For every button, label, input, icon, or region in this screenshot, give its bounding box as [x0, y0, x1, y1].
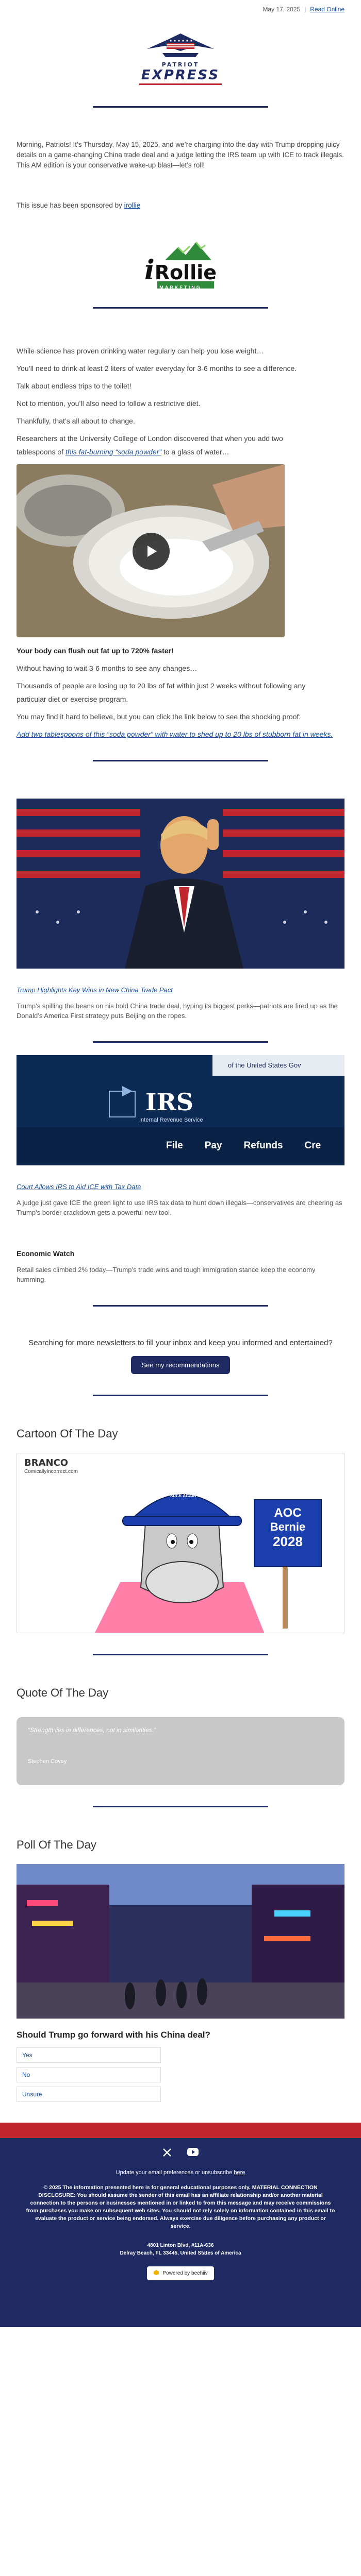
powered-by-text: Powered by beehiiv: [162, 2270, 208, 2276]
poll-title: Poll Of The Day: [17, 1838, 96, 1851]
section-divider: [93, 1305, 268, 1307]
address-line: 4801 Linton Blvd, #11A-636: [147, 2243, 214, 2248]
quote-text: “Strength lies in differences, not in similarities.”: [28, 1726, 156, 1734]
story-section: [0, 799, 361, 1021]
irollie-tagline: MARKETING: [159, 284, 202, 290]
cartoon-site: ComicallyIncorrect.com: [24, 1469, 78, 1475]
social-links: [0, 2147, 361, 2160]
city-street-photo: [17, 1864, 344, 2019]
sponsor-logo[interactable]: [17, 219, 344, 302]
soda-powder-link[interactable]: this fat-burning “soda powder”: [65, 448, 161, 456]
see-recommendations-button[interactable]: See my recommendations: [131, 1356, 229, 1374]
irs-sign-sub: Internal Revenue Service: [139, 1117, 203, 1123]
section-divider: [93, 1041, 268, 1043]
section-divider: [93, 1806, 268, 1807]
address-line: Delray Beach, FL 33445, United States of America: [120, 2250, 241, 2256]
cartoon-signature: BRANCO: [24, 1458, 69, 1468]
irs-story-image[interactable]: [17, 1055, 344, 1165]
section-divider: [93, 1395, 268, 1396]
footer: [0, 2138, 361, 2327]
mailing-address: [0, 2242, 361, 2257]
read-online-link[interactable]: Read Online: [310, 6, 344, 13]
issue-date: May 17, 2025: [262, 6, 301, 13]
story-text: A judge just gave ICE the green light to use IRS tax data to hunt down illegals—conservatives are cheering as Trump’s border crackdown gets a powerful new tool.: [17, 1199, 342, 1216]
ad-text: tablespoons of: [17, 448, 64, 456]
irs-sign-top: of the United States Gov: [228, 1061, 301, 1069]
sign-line: Bernie: [270, 1520, 306, 1533]
brand-big-word: EXPRESS: [141, 67, 220, 83]
brand-small-word: PATRIOT: [161, 61, 200, 68]
brand-underline: [139, 83, 222, 85]
sign-line: 2028: [273, 1534, 303, 1549]
poll-section: [0, 1838, 361, 2102]
ad-cta-link[interactable]: Add two tablespoons of this “soda powder” with water to shed up to 20 lbs of stubborn fat in weeks.: [17, 730, 333, 738]
irs-menu-item: Pay: [204, 1140, 222, 1151]
irs-menu-item: Refunds: [243, 1140, 283, 1151]
poll-option-unsure[interactable]: Unsure: [17, 2087, 161, 2102]
ad-paragraph: Talk about endless trips to the toilet!: [17, 382, 132, 390]
footer-red-band: [0, 2123, 361, 2138]
poll-question: Should Trump go forward with his China deal?: [17, 2030, 210, 2040]
section-divider: [93, 106, 268, 108]
hat-line: SUCK AGAIN: [170, 1494, 196, 1498]
ad-paragraph: [17, 447, 344, 457]
trump-photo: [17, 799, 344, 969]
irollie-wordmark: [144, 255, 217, 286]
section-divider: [93, 1654, 268, 1655]
eagle-icon: [142, 29, 219, 60]
intro-text: Morning, Patriots! It’s Thursday, May 15, 2025, and we’re charging into the day with Trump dropping juicy details on a game-changing China trade deal and a judge letting the IRS team up with ICE to track illegals. This AM edition is your conservative wake-up blast—let’s roll!: [17, 141, 344, 169]
irs-menu: [166, 1140, 321, 1151]
ad-bold-claim: [17, 646, 344, 656]
ad-paragraph: You may find it hard to believe, but you can click the link below to see the shocking proof:: [17, 713, 301, 721]
poll-options: [17, 2047, 161, 2102]
quote-section: [0, 1686, 361, 1785]
x-twitter-icon[interactable]: [162, 2147, 172, 2160]
irs-menu-item: Cre: [304, 1140, 321, 1151]
email-preferences: [0, 2170, 361, 2176]
powered-by-badge[interactable]: [147, 2266, 214, 2280]
top-bar: [0, 0, 361, 19]
ad-paragraph: particular diet or exercise program.: [17, 695, 128, 703]
top-divider: |: [304, 6, 306, 13]
story-section: [0, 1055, 361, 1284]
ad-section: [0, 346, 361, 739]
story-link[interactable]: Trump Highlights Key Wins in New China Trade Pact: [17, 986, 173, 994]
play-button-icon[interactable]: [133, 533, 170, 570]
ad-paragraph: Thankfully, that’s all about to change.: [17, 417, 135, 425]
ad-paragraph: You’ll need to drink at least 2 liters of water everyday for 3-6 months to see a difference.: [17, 364, 297, 372]
economic-watch-text: Retail sales climbed 2% today—Trump’s trade wins and tough immigration stance keep the economy humming.: [17, 1266, 316, 1283]
beehiiv-icon: [153, 2269, 159, 2277]
ad-paragraph: While science has proven drinking water regularly can help you lose weight…: [17, 347, 264, 355]
recommendations-text: Searching for more newsletters to fill your inbox and keep you informed and entertained?: [28, 1338, 333, 1347]
poll-image: [17, 1864, 344, 2019]
cartoon-section: [0, 1427, 361, 1633]
cartoon-title: Cartoon Of The Day: [17, 1427, 118, 1440]
irollie-word: Rollie: [154, 261, 217, 284]
ad-paragraph: Not to mention, you’ll also need to follow a restrictive diet.: [17, 399, 201, 408]
poll-option-no[interactable]: No: [17, 2067, 161, 2082]
brand-logo[interactable]: [0, 19, 361, 96]
sign-line: AOC: [274, 1506, 302, 1520]
email-preferences-text: Update your email preferences or unsubscribe: [116, 2170, 233, 2176]
section-divider: [93, 760, 268, 761]
irs-sign: IRS: [145, 1088, 193, 1116]
hat-line: MAKE AMERICA: [167, 1489, 200, 1494]
story-link[interactable]: Court Allows IRS to Aid ICE with Tax Data: [17, 1183, 141, 1191]
ad-text: to a glass of water…: [163, 448, 229, 456]
hat-line: MASA: [171, 1480, 195, 1489]
trump-story-image[interactable]: [17, 799, 344, 969]
sponsor-prefix: This issue has been sponsored by: [17, 201, 122, 209]
ad-video-thumbnail[interactable]: [17, 464, 285, 637]
youtube-icon[interactable]: [187, 2147, 199, 2160]
quote-title: Quote Of The Day: [17, 1686, 109, 1699]
quote-author: Stephen Covey: [28, 1758, 67, 1765]
poll-option-yes[interactable]: Yes: [17, 2047, 161, 2063]
disclaimer: © 2025 The information presented here is for general educational purposes only. MATERIAL CONNECTION DISCLOSURE: You should assume the sender of this email has an affiliate relationship and/or another material connection to the persons or businesses mentioned in or linked to from this message and may receive commissions from purchases you make on subsequent web sites. You should not rely solely on information contained in this email to evaluate the product or service being endorsed. Always exercise due diligence before purchasing any product or service.: [26, 2184, 335, 2229]
story-text: Trump’s spilling the beans on his bold China trade deal, hyping its biggest perks—patriots are fired up as the Donald’s America First strategy puts Beijing on the ropes.: [17, 1002, 338, 1020]
cartoon-hat-text: [157, 1480, 209, 1498]
unsubscribe-link[interactable]: here: [234, 2170, 245, 2176]
ad-paragraph: Researchers at the University College of London discovered that when you add two: [17, 434, 283, 443]
cartoon-sign-text: [255, 1506, 320, 1550]
economic-watch-title: Economic Watch: [17, 1249, 75, 1258]
recommendations-section: [0, 1337, 361, 1374]
irollie-i: i: [144, 254, 155, 286]
quote-box: [17, 1717, 344, 1785]
irs-menu-item: File: [166, 1140, 183, 1151]
ad-bold-text: Your body can flush out fat up to 720% faster!: [17, 647, 174, 655]
ad-paragraph: Without having to wait 3-6 months to see any changes…: [17, 664, 198, 672]
sponsor-link[interactable]: irollie: [124, 201, 141, 209]
ad-paragraph: Thousands of people are losing up to 20 lbs of fat within just 2 weeks without following any: [17, 682, 306, 690]
sponsor-line: [17, 201, 344, 209]
section-divider: [93, 307, 268, 309]
cartoon-image[interactable]: [17, 1453, 344, 1633]
